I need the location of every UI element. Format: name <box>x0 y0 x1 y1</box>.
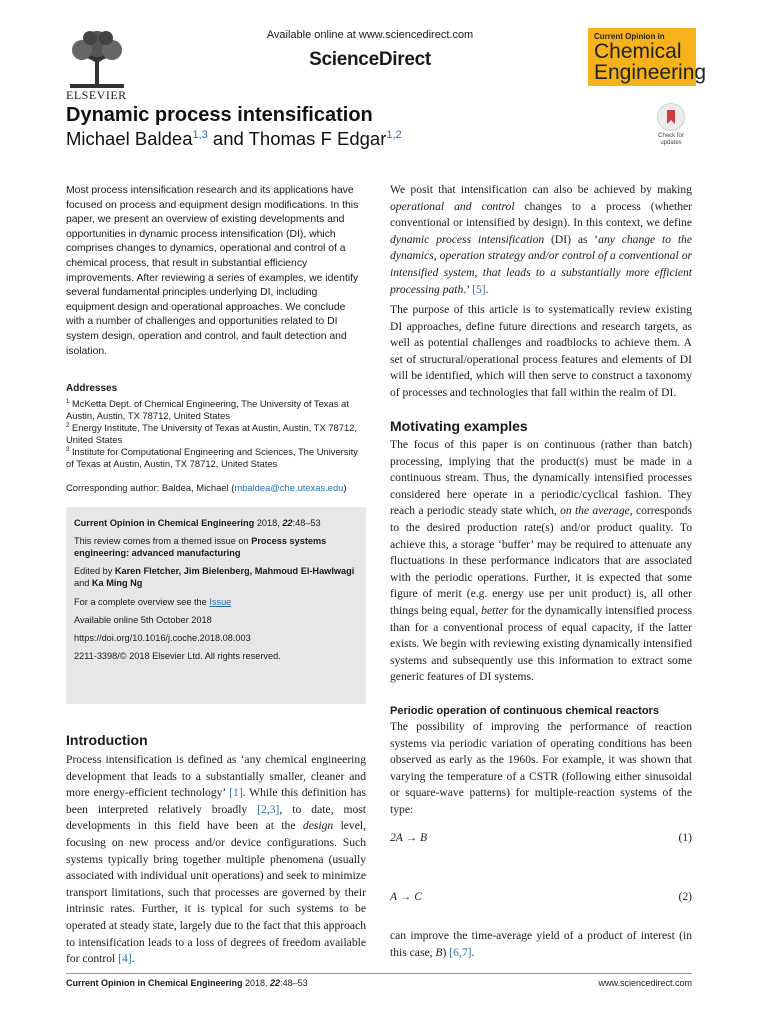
text-run-italic: on the average <box>560 504 630 518</box>
footer-divider <box>66 973 692 974</box>
footer-site-link[interactable]: www.sciencedirect.com <box>598 978 692 988</box>
text-run-italic: operational and control <box>390 199 515 213</box>
address-number: 3 <box>66 447 70 453</box>
doi-link[interactable]: https://doi.org/10.1016/j.coche.2018.08.003 <box>74 633 251 643</box>
introduction-heading: Introduction <box>66 732 148 748</box>
address-1 <box>66 396 366 423</box>
citation-line <box>74 517 358 529</box>
citation-year: 2018, <box>254 518 283 528</box>
themed-issue-text <box>74 535 358 559</box>
copyright-text: 2211-3398/© 2018 Elsevier Ltd. All rights reserved. <box>74 651 281 661</box>
editors-names: Karen Fletcher, Jim Bielenberg, Mahmoud El-Hawlwagi <box>114 566 355 576</box>
author-name[interactable]: Michael Baldea <box>66 128 193 149</box>
corresponding-end: ) <box>343 482 347 493</box>
journal-badge-line2: Chemical <box>594 40 682 63</box>
issue-link[interactable]: Issue <box>209 597 232 607</box>
author-name[interactable]: Thomas F Edgar <box>248 128 387 149</box>
text-run-italic: design <box>302 819 334 833</box>
affiliation-ref[interactable]: 1,3 <box>192 128 208 141</box>
address-text: Energy Institute, The University of Texas at Austin, Austin, TX 78712, United States <box>66 422 357 446</box>
overview-prefix: For a complete overview see the <box>74 597 210 607</box>
check-for-updates-button[interactable] <box>651 103 691 149</box>
editors-text <box>74 565 358 589</box>
addresses-heading: Addresses <box>66 383 118 394</box>
periodic-operation-heading: Periodic operation of continuous chemical reactors <box>390 705 659 717</box>
bookmark-icon <box>657 103 685 131</box>
di-definition-paragraph <box>390 182 692 298</box>
citation-link[interactable]: [4] <box>118 952 132 966</box>
corresponding-author <box>66 482 366 493</box>
text-run: . <box>485 282 489 296</box>
equation-2-number: (2) <box>678 890 692 903</box>
footer-citation <box>66 978 308 988</box>
elsevier-tree-logo-icon <box>66 28 128 90</box>
motivating-examples-heading: Motivating examples <box>390 418 528 434</box>
editors-and: and <box>74 578 92 589</box>
equation-1-number: (1) <box>678 831 692 844</box>
equation-2: A → C <box>390 890 422 903</box>
text-run: Process intensification is defined as ‘any chemical engineering development that leads to a substantially smaller, cleaner and more energy-efficient technology’ <box>66 753 366 800</box>
themed-issue-prefix: This review comes from a themed issue on <box>74 536 252 546</box>
periodic-paragraph: The possibility of improving the performance of reaction systems via periodic variation of operating conditions has been observed as early as the 1960s. For example, it was shown that varying the temperature of a CSTR (following either sinusoidal or square-wave patterns) for multiple-reaction systems of the type: <box>390 720 692 816</box>
purpose-paragraph: The purpose of this article is to systematically review existing DI approaches, define future directions and research targets, as well as potential challenges and roadblocks to achieve them. A set of structural/operational process features and elements of DI will be identified, which will then serve to construct a taxonomy of processes and technologies that fall within the realm of DI. <box>390 303 692 399</box>
introduction-paragraph <box>66 752 366 968</box>
overview-text <box>74 596 358 608</box>
text-run: , corresponds to the desired production rate(s) and/or product quality. To achieve this, a storage ‘buffer’ may be required to attenuate any fluctuations in these performance indicators that are associated with the periodic operations. Further, it is expected that some figure of merit (e.g. energy use per unit product) is, all other things being equal, <box>390 504 692 617</box>
text-run: We posit that intensification can also be achieved by making <box>390 183 692 196</box>
text-run: .’ <box>463 282 473 296</box>
address-number: 1 <box>66 399 70 405</box>
text-run-italic: B <box>435 945 443 959</box>
citation-link[interactable]: [5] <box>472 282 486 296</box>
citation-link[interactable]: [6,7] <box>449 945 472 959</box>
publisher-name: ELSEVIER <box>66 88 127 102</box>
text-run: , to date, most developments in this field have been at the <box>66 802 366 833</box>
citation-link[interactable]: [1] <box>229 786 243 800</box>
journal-name: Current Opinion in Chemical Engineering <box>74 518 255 528</box>
editors-prefix: Edited by <box>74 566 115 576</box>
themed-issue-name: Process systems engineering: advanced manufacturing <box>74 536 327 559</box>
check-for-updates-label: Check for updates <box>658 133 684 146</box>
address-text: Institute for Computational Engineering and Sciences, The University of Texas at Austin, Austin, TX 78712, United States <box>66 446 358 470</box>
sciencedirect-logo[interactable]: ScienceDirect <box>309 49 431 70</box>
yield-paragraph <box>390 928 692 961</box>
available-date: Available online 5th October 2018 <box>74 615 212 625</box>
citation-pages: :48–53 <box>292 518 321 528</box>
text-run: (DI) as ‘ <box>544 232 599 246</box>
text-run-italic: better <box>481 603 509 617</box>
text-run: ) <box>442 945 450 959</box>
footer-volume: 22 <box>270 978 281 988</box>
author-email-link[interactable]: mbaldea@che.utexas.edu <box>234 482 344 493</box>
footer-journal: Current Opinion in Chemical Engineering <box>66 978 243 988</box>
article-info-box <box>66 507 366 704</box>
address-2 <box>66 420 366 447</box>
footer-year: 2018, <box>242 978 271 988</box>
motivating-paragraph <box>390 437 692 686</box>
footer-pages: :48–53 <box>280 978 308 988</box>
author-list <box>66 128 402 150</box>
text-run: level, focusing on new process and/or device configurations. Such systems typically bring together multiple phenomena (usually associated with individual unit operations) and seek to minimize transport limitations, such that processes are governed by their intrinsic rates. Further, it is typical for such systems to be operated at steady state, largely due to the fact that this approach to intensification leads to a loss of degrees of freedom available for control <box>66 819 366 966</box>
address-3 <box>66 444 366 471</box>
affiliation-ref[interactable]: 1,2 <box>386 128 402 141</box>
text-run: . While this definition has been interpreted relatively broadly <box>66 786 366 816</box>
citation-volume: 22 <box>282 518 293 528</box>
equation-1: 2A → B <box>390 831 428 844</box>
abstract-text: Most process intensification research and its applications have focused on process and equipment design modifications. In this paper, we present an overview of existing developments and opportunities in dynamic process intensification (DI), which comprises changes to dynamics, operational and control of a chemical process, that result in substantial efficiency improvements. After reviewing a series of examples, we identify several fundamental principles underlying DI, including equipment design and operational approaches. We conclude with a number of challenges and opportunities related to DI system design, operation and control, and fault detection and isolation. <box>66 185 359 357</box>
text-run: can improve the time-average yield of a product of interest (in this case, <box>390 929 692 959</box>
corresponding-label: Corresponding author: Baldea, Michael ( <box>66 482 235 493</box>
text-run: changes to a process (whether conventional or intensified by design). In this context, we define <box>390 199 692 230</box>
text-run: The focus of this paper is on continuous (rather than batch) processing, implying that the product(s) must be made in a continuous stream. Thus, the dynamically intensified processes considered here operate in a periodic/cyclical fashion. They reach a periodic steady state which, <box>390 438 692 518</box>
text-run-italic: dynamic process intensification <box>390 232 545 246</box>
text-run-italic: any change to the dynamics, operation strategy and/or control of a conventional or intensified system, that leads to a substantially more efficient processing path <box>390 232 692 296</box>
text-run: for the dynamically intensified process than for a conventional process of equal capacity, if the latter exists. We begin with reviewing existing dynamically intensified systems and subsequently use this information to extract some generic features of DI systems. <box>390 603 692 684</box>
journal-badge-line3: Engineering <box>594 61 707 84</box>
address-number: 2 <box>66 423 70 429</box>
article-title: Dynamic process intensification <box>66 104 373 126</box>
text-run: . <box>131 952 135 966</box>
available-online-text[interactable]: Available online at www.sciencedirect.com <box>266 29 474 41</box>
address-text: McKetta Dept. of Chemical Engineering, The University of Texas at Austin, Austin, TX 78712, United States <box>66 398 349 422</box>
citation-link[interactable]: [2,3] <box>257 802 280 816</box>
journal-badge-line1: Current Opinion in <box>594 32 665 41</box>
journal-cover-badge <box>588 28 707 86</box>
author-conjunction: and <box>207 128 249 149</box>
text-run: . <box>471 945 475 959</box>
editor-last: Ka Ming Ng <box>91 578 143 589</box>
